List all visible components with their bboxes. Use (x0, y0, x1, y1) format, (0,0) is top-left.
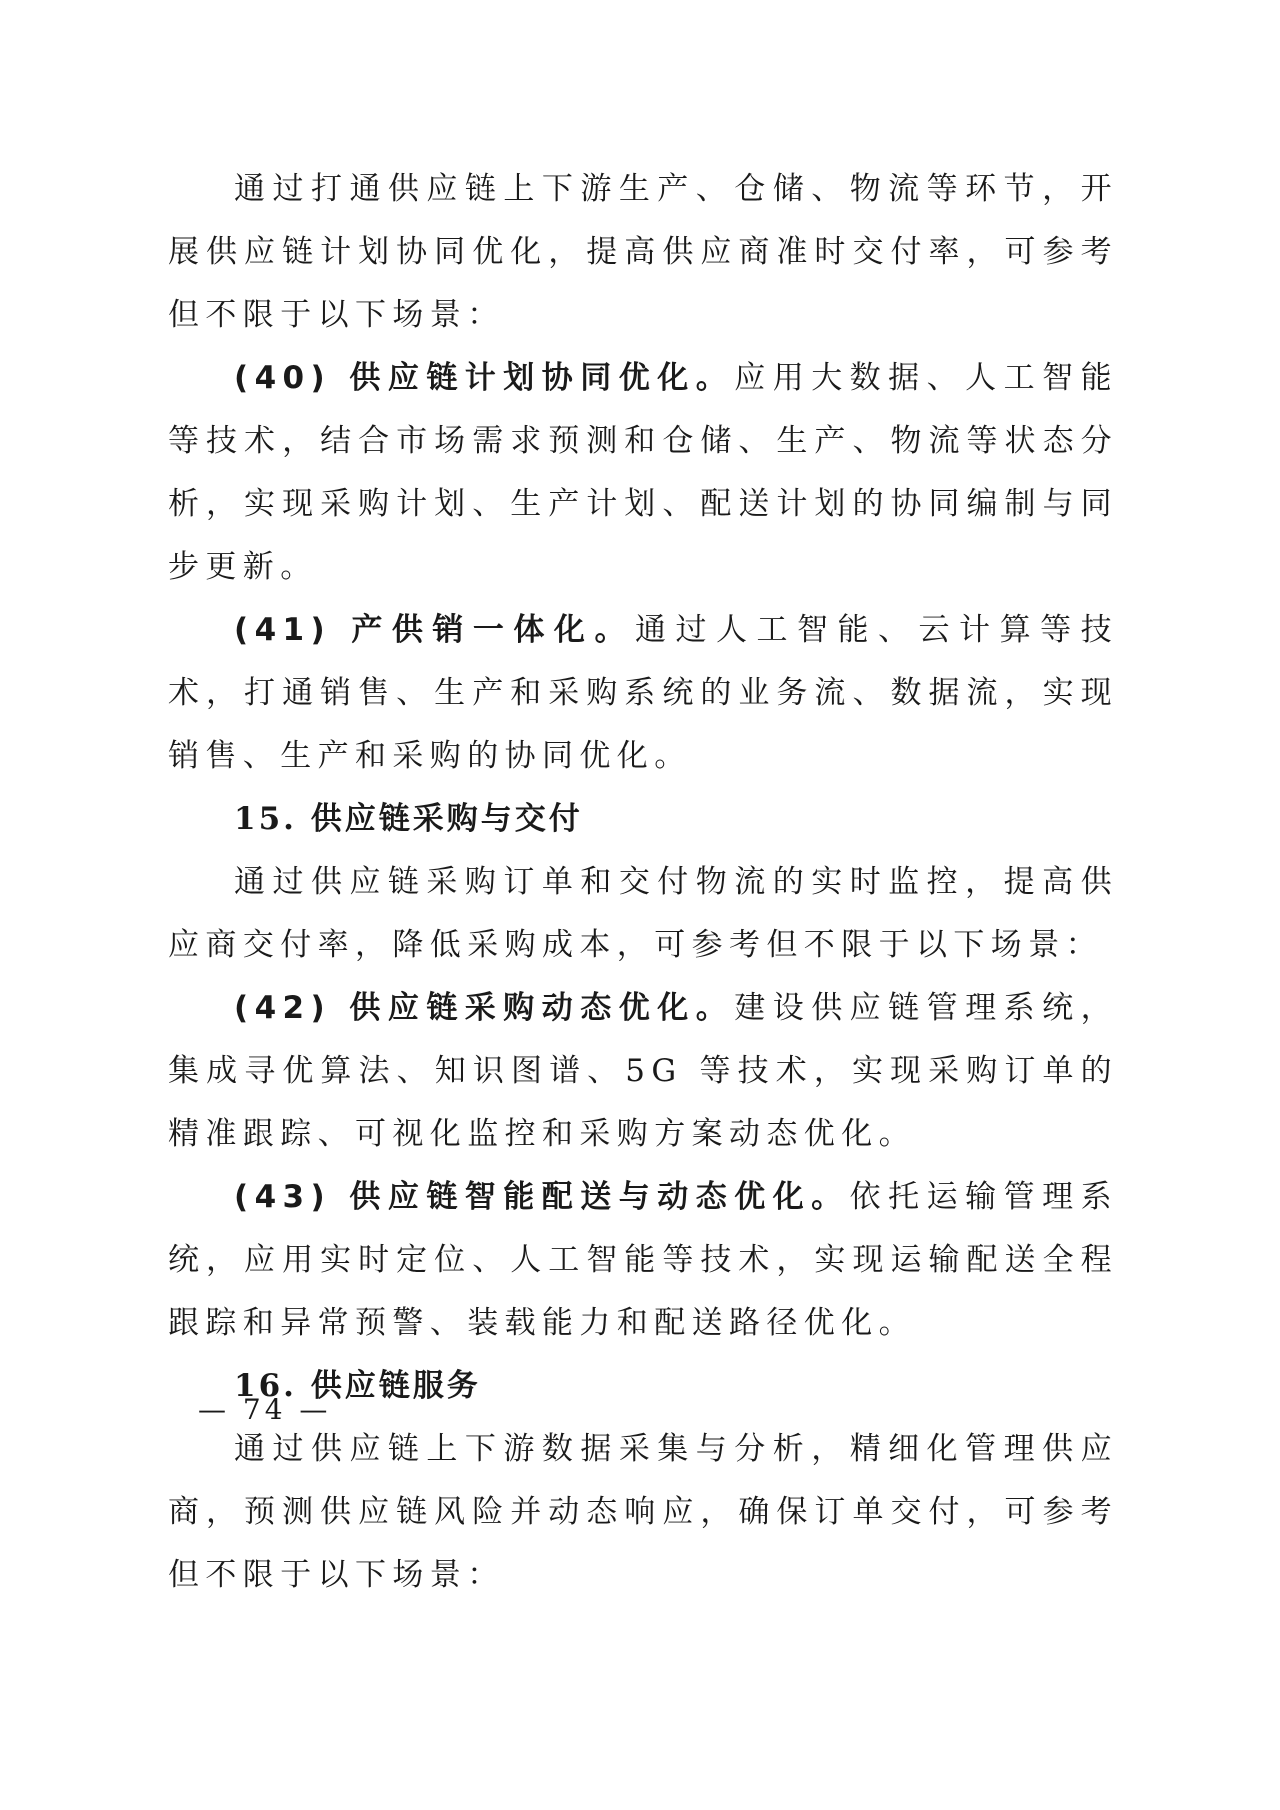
paragraph-text: 通过打通供应链上下游生产、仓储、物流等环节，开展供应链计划协同优化，提高供应商准时交付率，可参考但不限于以下场景： (168, 171, 1118, 333)
item-42-text: 建设供应链管理系统，集成寻优算法、知识图谱、5G 等技术，实现采购订单的精准跟踪、可视化监控和采购方案动态优化。 (168, 990, 1118, 1152)
list-item-40 (168, 347, 1118, 599)
item-43-text: 依托运输管理系统，应用实时定位、人工智能等技术，实现运输配送全程跟踪和异常预警、装载能力和配送路径优化。 (168, 1179, 1118, 1341)
item-43-title: (43) 供应链智能配送与动态优化。 (234, 1179, 850, 1215)
list-item-41 (168, 599, 1118, 788)
item-41-title: (41) 产供销一体化。 (234, 612, 635, 648)
paragraph-text: 通过供应链采购订单和交付物流的实时监控，提高供应商交付率，降低采购成本，可参考但不限于以下场景： (168, 864, 1118, 963)
item-41-text: 通过人工智能、云计算等技术，打通销售、生产和采购系统的业务流、数据流，实现销售、生产和采购的协同优化。 (168, 612, 1118, 774)
paragraph-text: 通过供应链上下游数据采集与分析，精细化管理供应商，预测供应链风险并动态响应，确保订单交付，可参考但不限于以下场景： (168, 1431, 1118, 1593)
list-item-42 (168, 977, 1118, 1166)
list-item-43 (168, 1166, 1118, 1355)
section-heading-16: 16. 供应链服务 (234, 1368, 481, 1404)
paragraph-intro-16 (168, 1418, 1118, 1607)
paragraph-intro-15 (168, 851, 1118, 977)
item-40-text: 应用大数据、人工智能等技术，结合市场需求预测和仓储、生产、物流等状态分析，实现采购计划、生产计划、配送计划的协同编制与同步更新。 (168, 360, 1118, 585)
paragraph-intro-14 (168, 158, 1118, 347)
section-heading-15: 15. 供应链采购与交付 (234, 801, 583, 837)
page-number: — 74 — (198, 1393, 332, 1426)
item-42-title: (42) 供应链采购动态优化。 (234, 990, 735, 1026)
item-40-title: (40) 供应链计划协同优化。 (234, 360, 735, 396)
